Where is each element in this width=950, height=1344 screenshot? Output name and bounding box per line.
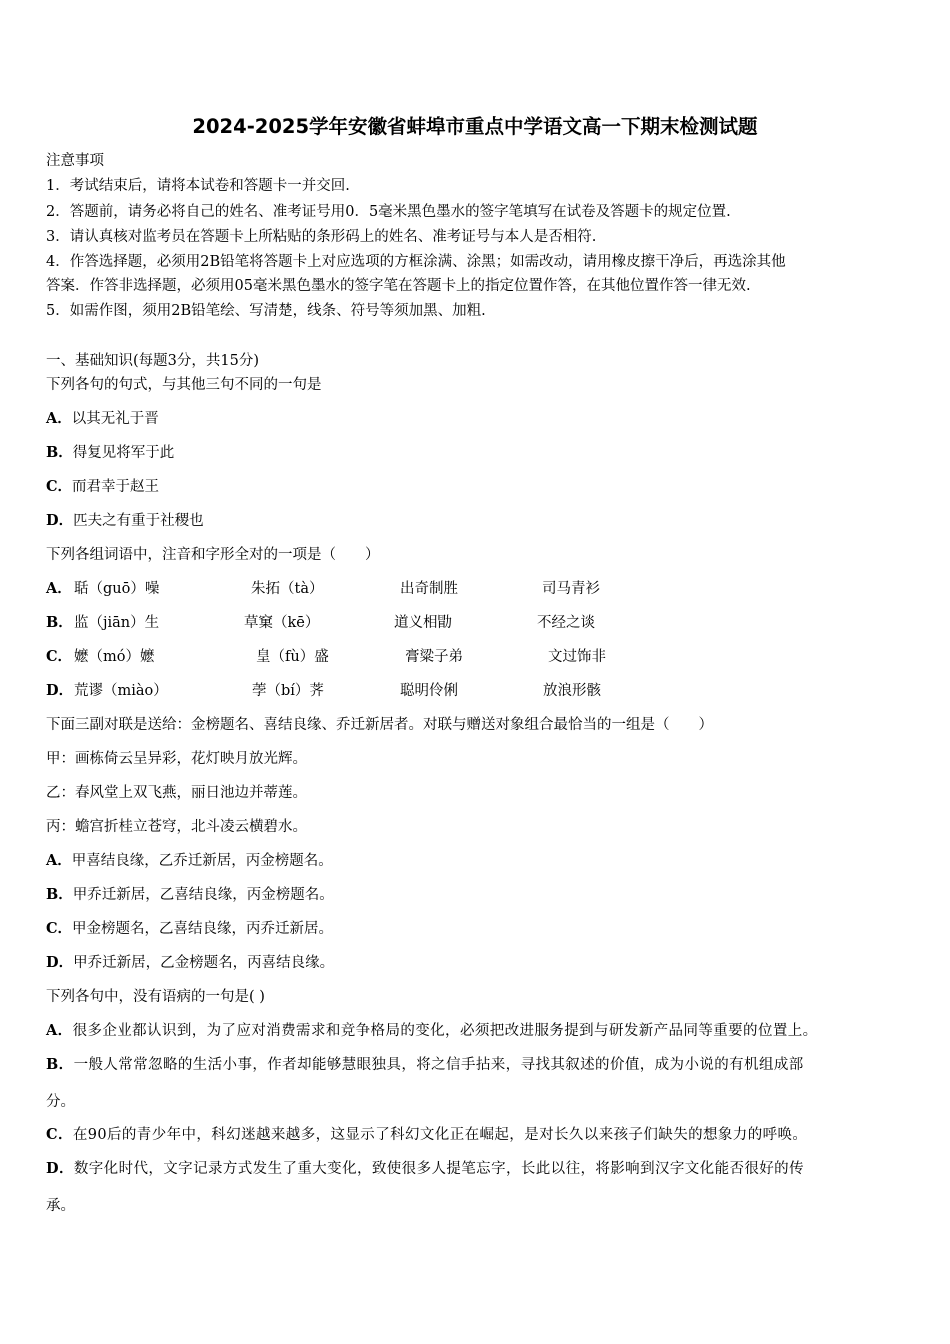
page-title: 2024-2025学年安徽省蚌埠市重点中学语文高一下期末检测试题 [192, 115, 758, 138]
option-term: 嬷（mó）嬷 [74, 649, 155, 665]
notice-item: 5．如需作图，须用2B铅笔绘、写清楚，线条、符号等须加黑、加粗. [46, 303, 486, 319]
q1-option-c[interactable] [46, 477, 159, 497]
option-term: 聒（guō）噪 [74, 581, 160, 597]
option-label: B． [46, 614, 73, 631]
option-term: 不经之谈 [537, 615, 595, 631]
option-label: D． [46, 1160, 74, 1177]
option-term: 朱拓（tà） [251, 581, 324, 597]
q4-option-a[interactable] [46, 1021, 818, 1041]
q2-option-a[interactable] [46, 579, 746, 599]
option-text: 甲喜结良缘，乙乔迁新居，丙金榜题名。 [71, 853, 333, 869]
q1-option-a[interactable] [46, 409, 159, 429]
question-stem-4: 下列各句中，没有语病的一句是( ) [46, 989, 265, 1005]
option-label: A． [46, 580, 72, 597]
couplet: 丙：蟾宫折桂立苍穹，北斗凌云横碧水。 [46, 819, 307, 835]
option-text: 甲乔迁新居，乙喜结良缘，丙金榜题名。 [72, 887, 334, 903]
option-term: 荒谬（miào） [74, 683, 168, 699]
option-label: C． [46, 648, 73, 665]
option-text: 很多企业都认识到，为了应对消费需求和竞争格局的变化，必须把改进服务提到与研发新产品同等重要的位置上。 [72, 1023, 818, 1039]
q3-option-c[interactable] [46, 919, 333, 939]
option-text: 数字化时代，文字记录方式发生了重大变化，致使很多人提笔忘字，长此以往，将影响到汉字文化能否很好的传 [73, 1161, 804, 1177]
option-text: 得复见将军于此 [72, 445, 175, 461]
option-term: 出奇制胜 [400, 581, 458, 597]
q2-option-b[interactable] [46, 613, 746, 633]
option-term: 膏粱子弟 [405, 649, 463, 665]
option-label: D． [46, 512, 74, 529]
option-term: 聪明伶俐 [400, 683, 458, 699]
notice-item: 2．答题前，请务必将自己的姓名、准考证号用0．5毫米黑色墨水的签字笔填写在试卷及答题卡的规定位置. [46, 204, 731, 220]
option-term: 放浪形骸 [543, 683, 601, 699]
q3-option-b[interactable] [46, 885, 334, 905]
option-text: 一般人常常忽略的生活小事，作者却能够慧眼独具，将之信手拈来，寻找其叙述的价值，成为小说的有机组成部 [73, 1057, 804, 1073]
option-text: 匹夫之有重于社稷也 [73, 513, 204, 529]
option-continuation: 承。 [46, 1198, 75, 1214]
q2-option-c[interactable] [46, 647, 746, 667]
option-label: D． [46, 682, 74, 699]
q1-option-d[interactable] [46, 511, 204, 531]
option-text: 甲乔迁新居，乙金榜题名，丙喜结良缘。 [73, 955, 335, 971]
notice-item: 1．考试结束后，请将本试卷和答题卡一并交回. [46, 178, 350, 194]
option-label: A． [46, 852, 72, 869]
question-stem-2: 下列各组词语中，注音和字形全对的一项是（ ） [46, 547, 380, 563]
q3-option-d[interactable] [46, 953, 334, 973]
option-term: 道义相勖 [394, 615, 452, 631]
question-stem-3: 下面三副对联是送给：金榜题名、喜结良缘、乔迁新居者。对联与赠送对象组合最恰当的一组是（ ） [46, 717, 713, 733]
q4-option-b[interactable] [46, 1055, 804, 1075]
option-label: C． [46, 920, 73, 937]
question-stem-1: 下列各句的句式，与其他三句不同的一句是 [46, 377, 322, 393]
option-text: 甲金榜题名，乙喜结良缘，丙乔迁新居。 [72, 921, 334, 937]
option-label: A． [46, 410, 72, 427]
option-term: 监（jiān）生 [74, 615, 160, 631]
q4-option-d[interactable] [46, 1159, 804, 1179]
notice-item: 3．请认真核对监考员在答题卡上所粘贴的条形码上的姓名、准考证号与本人是否相符. [46, 229, 597, 245]
option-label: B． [46, 1056, 74, 1073]
option-label: B． [46, 444, 73, 461]
q4-option-c[interactable] [46, 1125, 807, 1145]
option-text: 而君幸于赵王 [72, 479, 160, 495]
option-continuation: 分。 [46, 1094, 75, 1110]
couplet: 乙：春风堂上双飞燕，丽日池边并蒂莲。 [46, 785, 307, 801]
q2-option-d[interactable] [46, 681, 746, 701]
notice-heading: 注意事项 [46, 153, 104, 169]
option-term: 荸（bí）荠 [252, 683, 324, 699]
notice-item: 4．作答选择题，必须用2B铅笔将答题卡上对应选项的方框涂满、涂黑；如需改动，请用橡皮擦干净后，再选涂其他 [46, 254, 786, 270]
section-heading: 一、基础知识(每题3分，共15分) [46, 353, 259, 369]
option-label: C． [46, 1126, 73, 1143]
option-label: B． [46, 886, 73, 903]
option-term: 皇（fù）盛 [256, 649, 329, 665]
option-label: A． [46, 1022, 73, 1039]
option-term: 草窠（kē） [244, 615, 320, 631]
option-text: 在90后的青少年中，科幻迷越来越多，这显示了科幻文化正在崛起，是对长久以来孩子们缺失的想象力的呼唤。 [72, 1127, 808, 1143]
option-label: C． [46, 478, 73, 495]
couplet: 甲：画栋倚云呈异彩，花灯映月放光辉。 [46, 751, 307, 767]
q3-option-a[interactable] [46, 851, 333, 871]
option-term: 司马青衫 [542, 581, 600, 597]
option-term: 文过饰非 [548, 649, 606, 665]
option-label: D． [46, 954, 74, 971]
q1-option-b[interactable] [46, 443, 174, 463]
option-text: 以其无礼于晋 [71, 411, 159, 427]
notice-item: 答案．作答非选择题，必须用05毫米黑色墨水的签字笔在答题卡上的指定位置作答，在其他位置作答一律无效. [46, 278, 751, 294]
